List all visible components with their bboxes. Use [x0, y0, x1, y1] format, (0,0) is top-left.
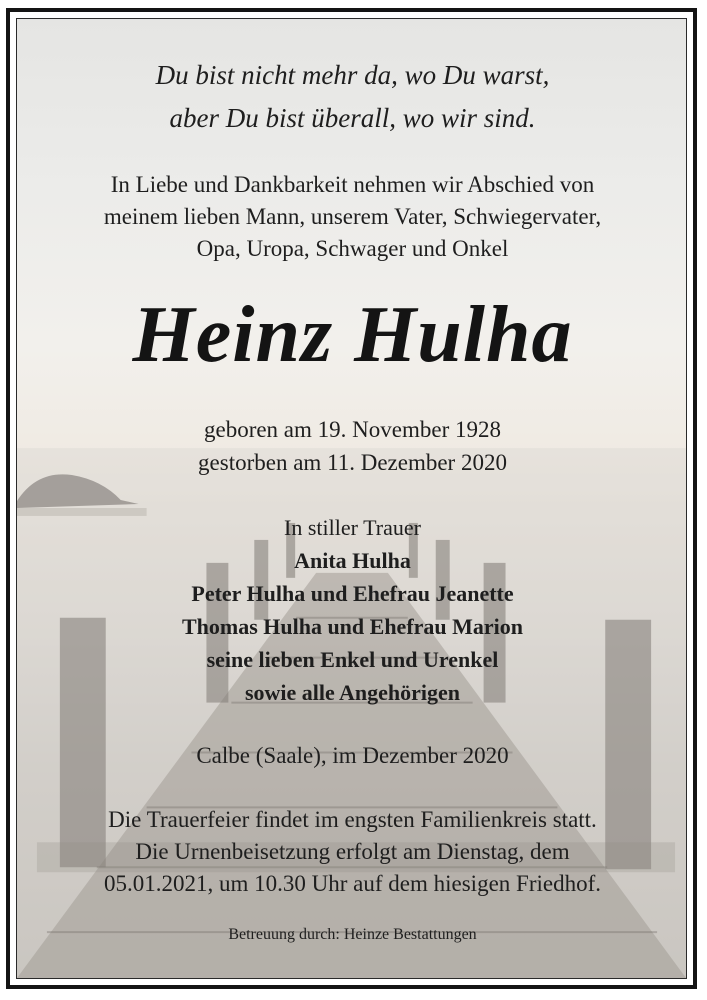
obituary-card — [16, 18, 687, 979]
birth-date: geboren am 19. November 1928 — [203, 417, 501, 442]
mourners-list — [17, 511, 687, 709]
life-dates — [17, 413, 687, 479]
funeral-notice — [17, 804, 687, 900]
death-date: gestorben am 11. Dezember 2020 — [198, 450, 507, 475]
deceased-name: Heinz Hulha — [132, 291, 573, 379]
funeral-home-credit: Betreuung durch: Heinze Bestattungen — [228, 926, 477, 943]
mourner-name: seine lieben Enkel und Urenkel — [206, 647, 499, 672]
intro-line-3: Opa, Uropa, Schwager und Onkel — [196, 236, 509, 261]
verse-line-1: Du bist nicht mehr da, wo Du warst, — [155, 60, 550, 90]
verse-line-2: aber Du bist überall, wo wir sind. — [169, 103, 536, 133]
mourners-heading: In stiller Trauer — [284, 515, 421, 540]
place-and-date: Calbe (Saale), im Dezember 2020 — [196, 743, 509, 768]
farewell-intro — [17, 169, 687, 265]
notice-line-2: Die Urnenbeisetzung erfolgt am Dienstag, dem — [135, 839, 570, 864]
notice-line-3: 05.01.2021, um 10.30 Uhr auf dem hiesigen Friedhof. — [104, 871, 601, 896]
memorial-verse — [17, 54, 687, 140]
intro-line-2: meinem lieben Mann, unserem Vater, Schwiegervater, — [103, 204, 602, 229]
intro-line-1: In Liebe und Dankbarkeit nehmen wir Abschied von — [110, 172, 595, 197]
mourner-name: Peter Hulha und Ehefrau Jeanette — [191, 581, 514, 606]
notice-line-1: Die Trauerfeier findet im engsten Familienkreis statt. — [108, 807, 597, 832]
mourner-name: sowie alle Angehörigen — [244, 680, 461, 705]
mourner-name: Anita Hulha — [294, 548, 411, 573]
mourner-name: Thomas Hulha und Ehefrau Marion — [181, 614, 524, 639]
